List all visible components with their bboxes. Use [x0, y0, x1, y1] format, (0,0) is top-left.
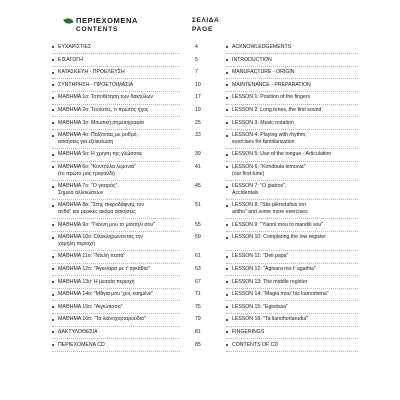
toc-entry — [0, 69, 400, 76]
divider — [52, 78, 180, 79]
bullet-icon — [226, 319, 228, 321]
bullet-icon — [226, 72, 228, 74]
bullet-icon — [52, 72, 54, 74]
toc-page-number: 61 — [195, 253, 201, 260]
toc-title-greek-line: ασκήσεις για εξοικείωση — [58, 138, 114, 145]
toc-page-number: 51 — [195, 202, 201, 209]
bullet-icon — [52, 281, 54, 283]
leaf-icon — [63, 16, 74, 25]
bullet-icon — [52, 331, 54, 333]
toc-title-greek — [58, 222, 188, 229]
divider — [226, 300, 358, 301]
toc-title-english — [232, 69, 382, 76]
divider — [52, 263, 180, 264]
toc-title-greek-line: ΜΑΘΗΜΑ 15ο: "Αιγιώτισσα" — [58, 303, 123, 310]
bullet-icon — [226, 154, 228, 156]
toc-title-greek — [58, 183, 188, 196]
toc-page-number: 71 — [195, 291, 201, 298]
toc-page-number: 75 — [195, 303, 201, 310]
toc-title-english — [232, 202, 382, 215]
divider — [52, 53, 180, 54]
toc-title-greek — [58, 342, 188, 349]
bullet-icon — [226, 344, 228, 346]
divider — [226, 78, 358, 79]
toc-title-greek-line: ΜΑΘΗΜΑ 1ο: Τοποθέτηση των δακτύλων — [58, 94, 153, 101]
toc-title-english-line: (our first tune) — [232, 170, 265, 177]
toc-title-greek — [58, 253, 188, 260]
toc-page-number: 59 — [195, 234, 201, 241]
toc-entry — [0, 107, 400, 114]
toc-entry — [0, 151, 400, 158]
toc-title-english-line: LESSON 1: Position of the fingers — [232, 94, 311, 101]
toc-title-english — [232, 266, 382, 273]
bullet-icon — [52, 237, 54, 239]
toc-page-number: 5 — [195, 56, 198, 63]
toc-title-greek-line: ΜΑΘΗΜΑ 16ο: "Τα λιανοχορταρούδια" — [58, 316, 146, 323]
toc-title-greek-line: (το πρώτο μας τραγούδι) — [58, 170, 115, 177]
divider — [226, 104, 358, 105]
toc-title-greek-line: ΜΑΘΗΜΑ 9ο: "Γιάννη μου το μαντήλι σου" — [58, 221, 156, 228]
toc-title-english-line: antho" and some more exercises — [232, 208, 308, 215]
divider — [226, 129, 358, 130]
toc-entry — [0, 94, 400, 101]
toc-title-english-line: LESSON 11: "Deli papa" — [232, 253, 289, 260]
divider — [52, 91, 180, 92]
toc-page-number: 39 — [195, 151, 201, 158]
divider — [52, 313, 180, 314]
toc-title-english-line: exercises for familiarization — [232, 138, 295, 145]
toc-title-greek-line: ΜΑΘΗΜΑ 4ο: Παίζοντας με ρυθμό, — [58, 132, 139, 139]
divider — [226, 338, 358, 339]
toc-title-greek-line: ΜΑΘΗΜΑ 2ο: Τενούτες, ο πρώτος ήχος — [58, 107, 149, 113]
toc-title-greek-line: ΔΑΚΤΥΛΟΘΕΣΙΑ — [58, 329, 98, 335]
bullet-icon — [226, 281, 228, 283]
toc-title-english — [232, 291, 382, 298]
divider — [52, 148, 180, 149]
page-column-header — [192, 16, 219, 34]
toc-title-english-line: ACKNOWLEDGEMENTS — [232, 44, 292, 50]
toc-title-english — [232, 164, 382, 177]
bullet-icon — [52, 205, 54, 207]
divider — [52, 129, 180, 130]
bullet-icon — [52, 135, 54, 137]
toc-title-english-line: Accidentals — [232, 189, 259, 196]
bullet-icon — [52, 186, 54, 188]
bullet-icon — [52, 84, 54, 86]
bullet-icon — [226, 166, 228, 168]
toc-title-greek — [58, 69, 188, 76]
bullet-icon — [226, 306, 228, 308]
toc-entry — [0, 316, 400, 323]
divider — [226, 180, 358, 181]
divider — [52, 104, 180, 105]
divider — [226, 313, 358, 314]
toc-title-greek — [58, 44, 188, 51]
bullet-icon — [226, 46, 228, 48]
divider — [226, 66, 358, 67]
toc-title-english-line: LESSON 15: "Egiotissa" — [232, 303, 288, 310]
divider — [52, 351, 180, 352]
toc-title-greek-line: ανθό" και μερικές ακόμα ασκήσεις — [58, 208, 136, 215]
bullet-icon — [226, 256, 228, 258]
toc-title-greek-line: ΜΑΘΗΜΑ 12ο: "Άγκιναρα με τ' αγκάθια" — [58, 266, 150, 272]
toc-page-number: 79 — [195, 316, 201, 323]
toc-title-english — [232, 57, 382, 64]
bullet-icon — [226, 109, 228, 111]
toc-page-number: 17 — [195, 94, 201, 101]
toc-entry — [0, 291, 400, 298]
bullet-icon — [52, 256, 54, 258]
toc-title-greek-line: ΜΑΘΗΜΑ 14ο: "Μάγια μου 'χεις καημένε" — [58, 291, 154, 298]
toc-entry — [0, 44, 400, 51]
bullet-icon — [226, 205, 228, 207]
toc-entry — [0, 222, 400, 229]
page-title-english: PAGE — [192, 26, 214, 33]
toc-title-greek — [58, 132, 188, 145]
divider — [52, 218, 180, 219]
toc-title-greek — [58, 279, 188, 286]
toc-page-number: 33 — [195, 132, 201, 139]
toc-page-number: 4 — [195, 44, 198, 50]
divider — [52, 199, 180, 200]
toc-title-greek — [58, 57, 188, 64]
divider — [226, 116, 358, 117]
bullet-icon — [226, 84, 228, 86]
contents-header — [64, 16, 138, 34]
divider — [226, 218, 358, 219]
divider — [226, 263, 358, 264]
toc-title-english — [232, 44, 382, 51]
toc-title-english — [232, 342, 382, 349]
toc-title-english — [232, 183, 382, 196]
toc-entry — [0, 234, 400, 247]
bullet-icon — [226, 331, 228, 333]
toc-title-greek — [58, 151, 188, 158]
toc-title-english-line: INTRODUCTION — [232, 56, 272, 63]
toc-title-greek — [58, 266, 188, 273]
divider — [52, 288, 180, 289]
toc-entry — [0, 253, 400, 260]
toc-entry — [0, 132, 400, 145]
toc-page-number: 85 — [195, 341, 201, 348]
divider — [52, 275, 180, 276]
toc-title-greek — [58, 329, 188, 336]
toc-title-english — [232, 222, 382, 229]
toc-title-greek-line: ΜΑΘΗΜΑ 5ο: Η χρήση της γλώσσας — [58, 151, 143, 158]
divider — [226, 53, 358, 54]
toc-title-english — [232, 253, 382, 260]
page-title-greek: ΣΕΛΙΔΑ — [192, 17, 220, 24]
toc-title-english-line: FINGERINGS — [232, 329, 265, 335]
toc-title-english-line: LESSON 14: "Magia mou' his kamomena" — [232, 291, 329, 298]
bullet-icon — [52, 268, 54, 270]
divider — [226, 161, 358, 162]
toc-title-english-line: LESSON 3: Music notation — [232, 119, 294, 126]
toc-page-number: 45 — [195, 183, 201, 190]
toc-title-english-line: LESSON 10: Completing the low register — [232, 234, 326, 241]
bullet-icon — [226, 268, 228, 270]
toc-page-number: 25 — [195, 119, 201, 126]
toc-title-english — [232, 329, 382, 336]
toc-title-greek-line: ΜΑΘΗΜΑ 7ο: "Ο γιατρός", — [58, 183, 119, 190]
bullet-icon — [226, 294, 228, 296]
toc-title-greek-line: ΚΑΤΑΣΚΕΥΗ - ΠΡΟΕΛΕΥΣΗ — [58, 69, 125, 76]
contents-title-greek: ΠΕΡΙΕΧΟΜΕΝΑ — [76, 16, 139, 25]
toc-title-english-line: LESSON 9: "Yianni mou to mandili sou" — [232, 221, 324, 228]
toc-title-greek — [58, 316, 188, 323]
toc-title-greek — [58, 304, 188, 311]
bullet-icon — [52, 224, 54, 226]
toc-title-english-line: LESSON 13: The middle register — [232, 278, 308, 285]
bullet-icon — [226, 224, 228, 226]
bullet-icon — [226, 122, 228, 124]
toc-title-english-line: LESSON 5: Use of the tongue - Articulation — [232, 151, 332, 158]
toc-title-greek — [58, 164, 188, 177]
toc-title-greek-line: χαμηλή περιοχή — [58, 240, 95, 247]
divider — [52, 300, 180, 301]
toc-title-english — [232, 234, 382, 241]
divider — [52, 231, 180, 232]
bullet-icon — [52, 166, 54, 168]
toc-title-greek-line: ΜΑΘΗΜΑ 10ο: Ολοκληρώνοντας την — [58, 234, 143, 241]
bullet-icon — [226, 186, 228, 188]
toc-page-number: 67 — [195, 278, 201, 285]
contents-title-english: CONTENTS — [76, 26, 119, 33]
toc-entry — [0, 342, 400, 349]
toc-title-english-line: LESSON 4: Playing with rhythm, — [232, 132, 307, 139]
toc-title-greek — [58, 82, 188, 89]
bullet-icon — [226, 59, 228, 61]
divider — [52, 116, 180, 117]
toc-page-number: 7 — [195, 69, 198, 76]
toc-page-number: 19 — [195, 107, 201, 113]
toc-title-greek-line: ΜΑΘΗΜΑ 8ο: "Στης πικροδάφνης τον — [58, 202, 145, 209]
toc-entry — [0, 266, 400, 273]
toc-entry — [0, 82, 400, 89]
toc-title-english-line: LESSON 7: "O giatros", — [232, 183, 287, 190]
bullet-icon — [226, 237, 228, 239]
toc-title-english-line: LESSON 2: Long tones, the first sound — [232, 107, 322, 113]
divider — [226, 351, 358, 352]
toc-title-english — [232, 316, 382, 323]
divider — [226, 231, 358, 232]
toc-title-greek — [58, 94, 188, 101]
toc-title-greek — [58, 291, 188, 298]
divider — [226, 288, 358, 289]
toc-title-greek-line: ΜΑΘΗΜΑ 13ο: Η μεσαία περιοχή — [58, 278, 135, 285]
toc-title-english — [232, 82, 382, 89]
toc-title-english-line: LESSON 12: "Aginara me t' agathia" — [232, 266, 316, 272]
divider — [52, 180, 180, 181]
toc-page-number: 63 — [195, 266, 201, 272]
toc-entry — [0, 202, 400, 215]
divider — [52, 161, 180, 162]
bullet-icon — [52, 294, 54, 296]
divider — [226, 326, 358, 327]
toc-title-english — [232, 304, 382, 311]
toc-title-english — [232, 132, 382, 145]
bullet-icon — [52, 122, 54, 124]
toc-title-english — [232, 107, 382, 114]
toc-title-greek — [58, 120, 188, 127]
toc-title-english-line: LESSON 6: "Kondoula lemonia" — [232, 164, 306, 170]
toc-entry — [0, 183, 400, 196]
toc-title-greek-line: ΜΑΘΗΜΑ 3ο: Μουσική σημειογραφία — [58, 119, 144, 126]
toc-entry — [0, 279, 400, 286]
bullet-icon — [226, 135, 228, 137]
toc-entry — [0, 304, 400, 311]
toc-entry — [0, 57, 400, 64]
toc-title-english — [232, 151, 382, 158]
toc-entry — [0, 164, 400, 177]
toc-title-greek-line: ΣΥΝΤΗΡΗΣΗ - ΠΡΟΕΤΟΙΜΑΣΙΑ — [58, 81, 134, 88]
toc-title-greek-line: ΜΑΘΗΜΑ 6ο: "Κοντούλα λεμονιά" — [58, 164, 136, 170]
toc-title-greek-line: ΕΥΧΑΡΙΣΤΙΕΣ — [58, 44, 92, 50]
divider — [226, 91, 358, 92]
toc-title-english-line: LESSON 16: "Ta lianohortarudia" — [232, 316, 309, 323]
toc-page-number: 10 — [195, 81, 201, 88]
bullet-icon — [52, 59, 54, 61]
toc-title-english-line: MANUFACTURE - ORIGIN — [232, 69, 295, 76]
divider — [226, 148, 358, 149]
toc-page-number: 41 — [195, 164, 201, 170]
divider — [226, 199, 358, 200]
toc-title-english-line: MAINTENANCE - PREPARATION — [232, 81, 311, 88]
divider — [52, 66, 180, 67]
bullet-icon — [226, 97, 228, 99]
bullet-icon — [52, 344, 54, 346]
toc-title-greek-line: Σημεία αλλοιώσεων — [58, 189, 104, 196]
bullet-icon — [52, 306, 54, 308]
toc-title-greek — [58, 202, 188, 215]
toc-title-greek-line: ΠΕΡΙΕΧΟΜΕΝΑ CD — [58, 341, 105, 348]
bullet-icon — [52, 109, 54, 111]
bullet-icon — [52, 46, 54, 48]
toc-page-number: 81 — [195, 329, 201, 335]
divider — [52, 326, 180, 327]
toc-title-english — [232, 279, 382, 286]
toc-title-greek-line: ΜΑΘΗΜΑ 11ο: "Ντελή παπά" — [58, 253, 126, 260]
divider — [226, 250, 358, 251]
toc-page-number: 55 — [195, 221, 201, 228]
divider — [52, 338, 180, 339]
toc-title-greek-line: ΕΙΣΑΓΩΓΗ — [58, 56, 83, 63]
toc-title-english-line: CONTENTS OF CD — [232, 341, 279, 348]
toc-entry — [0, 120, 400, 127]
bullet-icon — [52, 97, 54, 99]
toc-title-english — [232, 120, 382, 127]
bullet-icon — [52, 319, 54, 321]
bullet-icon — [52, 154, 54, 156]
toc-title-greek — [58, 234, 188, 247]
toc-title-english — [232, 94, 382, 101]
toc-entry — [0, 329, 400, 336]
divider — [226, 275, 358, 276]
toc-title-english-line: LESSON 8: "Stis pikrodafnis ton — [232, 202, 306, 209]
divider — [52, 250, 180, 251]
toc-title-greek — [58, 107, 188, 114]
